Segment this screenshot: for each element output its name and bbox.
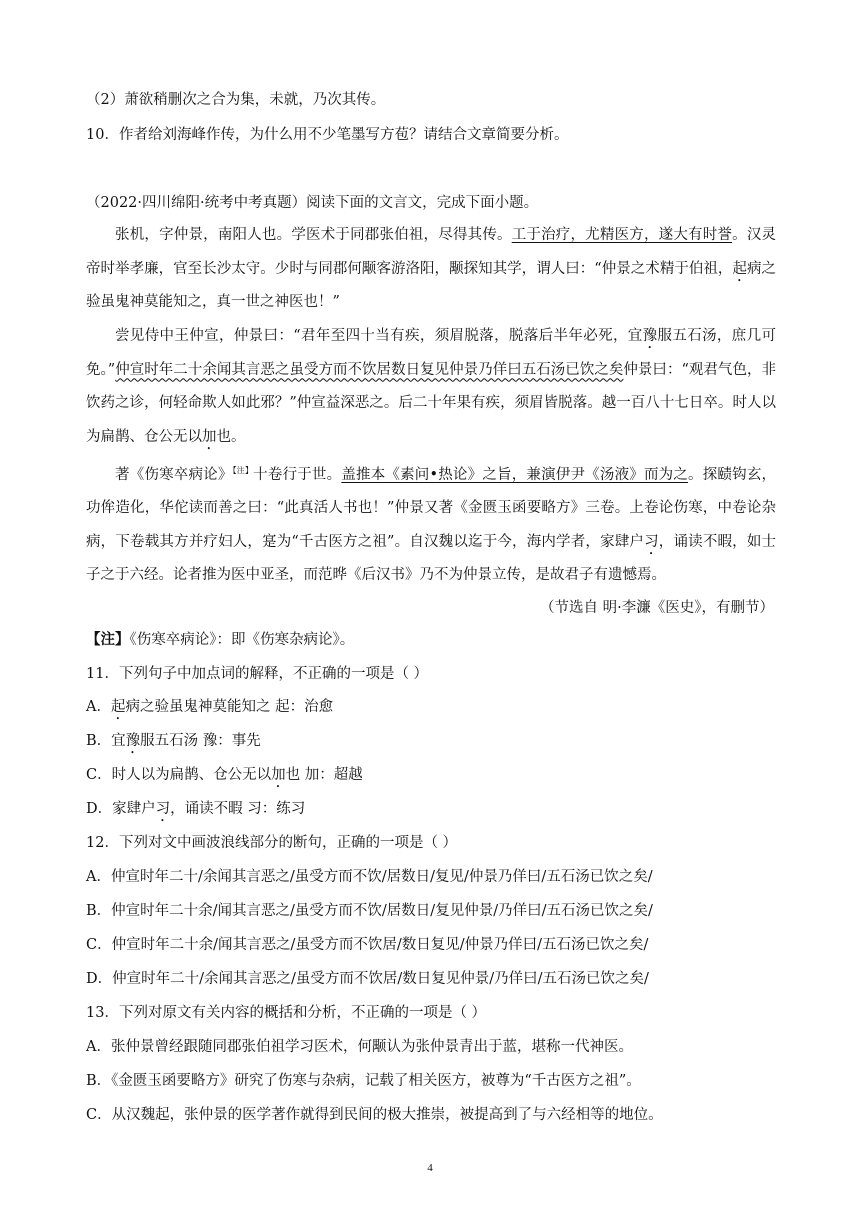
question-13-stem: 13．下列对原文有关内容的概括和分析，不正确的一项是（ ） bbox=[86, 1005, 487, 1021]
option-b-dotted: 豫 bbox=[125, 733, 141, 749]
p3-text-b: 十卷行于世。 bbox=[253, 466, 342, 483]
question-11-option-b bbox=[86, 731, 261, 757]
p1-dotted-word: 起 bbox=[732, 260, 747, 277]
question-12-stem: 12．下列对文中画波浪线部分的断句，正确的一项是（ ） bbox=[86, 835, 458, 851]
option-a-dotted: 起 bbox=[110, 699, 126, 715]
p3-text-a: 著《伤寒卒病论》 bbox=[115, 466, 233, 483]
question-13-option-b: B．《金匮玉函要略方》研究了伤寒与杂病，记载了相关医方，被尊为“千古医方之祖”。 bbox=[86, 1073, 641, 1089]
question-13-option-c: C．从汉魏起，张仲景的医学著作就得到民间的极大推崇，被提高到了与六经相等的地位。 bbox=[86, 1107, 663, 1123]
p1-underlined: 工于治疗，尤精医方，遂大有时誉 bbox=[511, 227, 733, 243]
p1-text-c: 病之验虽鬼神莫能知之，真一世之神医也！” bbox=[86, 260, 777, 310]
p3-text-c: 。探赜钩玄，功侔造化，华佗读而善之曰：“此真活人书也！”仲景又著《金匮玉函要略方》三卷。上卷论伤寒，中卷论杂病，下卷载其方并疗妇人，寔为“千古医方之祖”。自汉魏以迄于今，海内学者，家肆户 bbox=[86, 466, 777, 550]
p2-text-b: 服五石汤，庶几可免。” bbox=[86, 328, 776, 378]
p3-dotted-word: 习 bbox=[644, 533, 659, 550]
option-a-rest: 病之验虽鬼神莫能知之 起：治愈 bbox=[125, 699, 334, 715]
passage-paragraph-1 bbox=[86, 219, 776, 320]
question-11-option-c bbox=[86, 765, 363, 791]
question-10: 10．作者给刘海峰作传，为什么用不少笔墨写方苞？请结合文章简要分析。 bbox=[86, 127, 569, 143]
p1-text-b: 。汉灵帝时举孝廉，官至长沙太守。少时与同郡何颙客游洛阳，颙探知其学，谓人曰：“仲景之术精于伯祖， bbox=[86, 227, 777, 277]
p3-note-marker: 【注】 bbox=[232, 466, 254, 475]
question-11-option-d bbox=[86, 799, 305, 825]
passage-source: （节选自 明·李濂《医史》，有删节） bbox=[540, 600, 774, 616]
p2-dotted-word: 豫 bbox=[642, 328, 658, 344]
question-12-option-a: A．仲宣时年二十/余闻其言恶之/虽受方而不饮/居数日/复见/仲景乃佯曰/五石汤已饮之矣/ bbox=[86, 869, 653, 885]
question-13-option-a: A．张仲景曾经跟随同郡张伯祖学习医术，何颙认为张仲景青出于蓝，堪称一代神医。 bbox=[86, 1039, 633, 1055]
question-11-option-a bbox=[86, 697, 333, 723]
passage-paragraph-3 bbox=[86, 454, 776, 593]
option-d-dotted: 习 bbox=[155, 801, 171, 817]
option-d-rest: ，诵读不暇 习：练习 bbox=[170, 801, 306, 817]
passage-paragraph-2 bbox=[86, 320, 776, 454]
p2-text-a: 尝见侍中王仲宣，仲景曰：“君年至四十当有疾，须眉脱落，脱落后半年必死，宜 bbox=[115, 328, 643, 344]
p2-wavy-underlined: 仲宣时年二十余闻其言恶之虽受方而不饮居数日复见仲景乃佯曰五石汤已饮之矣 bbox=[115, 361, 624, 378]
page-number: 4 bbox=[427, 1162, 433, 1174]
p1-text-a: 张机，字仲景，南阳人也。学医术于同郡张伯祖，尽得其传。 bbox=[115, 227, 512, 243]
p2-text-c: 仲景曰：“观君气色，非饮药之诊，何轻命欺人如此邪？”仲宣益深恶之。后二十年果有疾，须眉皆脱落。越一百八十七日卒。时人以为扁鹊、仓公无以 bbox=[86, 361, 776, 445]
question-11-stem: 11．下列句子中加点词的解释，不正确的一项是（ ） bbox=[86, 666, 429, 682]
option-c-dotted: 加 bbox=[271, 767, 286, 783]
p3-text-d: ，诵读不暇，如士子之于六经。论者推为医中亚圣，而范晔《后汉书》乃不为仲景立传，是故君子有遗憾焉。 bbox=[86, 533, 777, 584]
note-label: 【注】 bbox=[86, 631, 130, 648]
question-12-option-b: B．仲宣时年二十余/闻其言恶之/虽受方而不饮/居数日/复见仲景/乃佯曰/五石汤已饮之矣/ bbox=[86, 903, 653, 919]
note-text: 《伤寒卒病论》：即《伤寒杂病论》。 bbox=[129, 632, 355, 648]
p3-underlined: 盖推本《素问•热论》之旨，兼演伊尹《汤液》而为之 bbox=[341, 466, 689, 483]
option-c-prefix: C．时人以为扁鹊、仓公无以 bbox=[86, 767, 272, 783]
option-a-prefix: A． bbox=[86, 699, 111, 715]
question-12-option-c: C．仲宣时年二十余/闻其言恶之/虽受方而不饮居/数日复见/仲景乃佯曰/五石汤已饮之矣/ bbox=[86, 937, 649, 953]
prev-question-item2: （2）萧欲稍删次之合为集，未就，乃次其传。 bbox=[86, 92, 386, 108]
p2-dotted-word-2: 加 bbox=[202, 428, 217, 445]
passage-intro: （2022·四川绵阳·统考中考真题）阅读下面的文言文，完成下面小题。 bbox=[86, 195, 539, 211]
p2-text-d: 也。 bbox=[216, 428, 246, 445]
option-b-prefix: B．宜 bbox=[86, 733, 126, 749]
option-d-prefix: D．家肆户 bbox=[86, 801, 156, 817]
question-12-option-d: D．仲宣时年二十/余闻其言恶之/虽受方而不饮居/数日复见仲景/乃佯曰/五石汤已饮之矣/ bbox=[86, 971, 649, 987]
option-c-rest: 也 加：超越 bbox=[285, 767, 363, 783]
annotation-note bbox=[86, 630, 354, 650]
option-b-rest: 服五石汤 豫：事先 bbox=[140, 733, 261, 749]
